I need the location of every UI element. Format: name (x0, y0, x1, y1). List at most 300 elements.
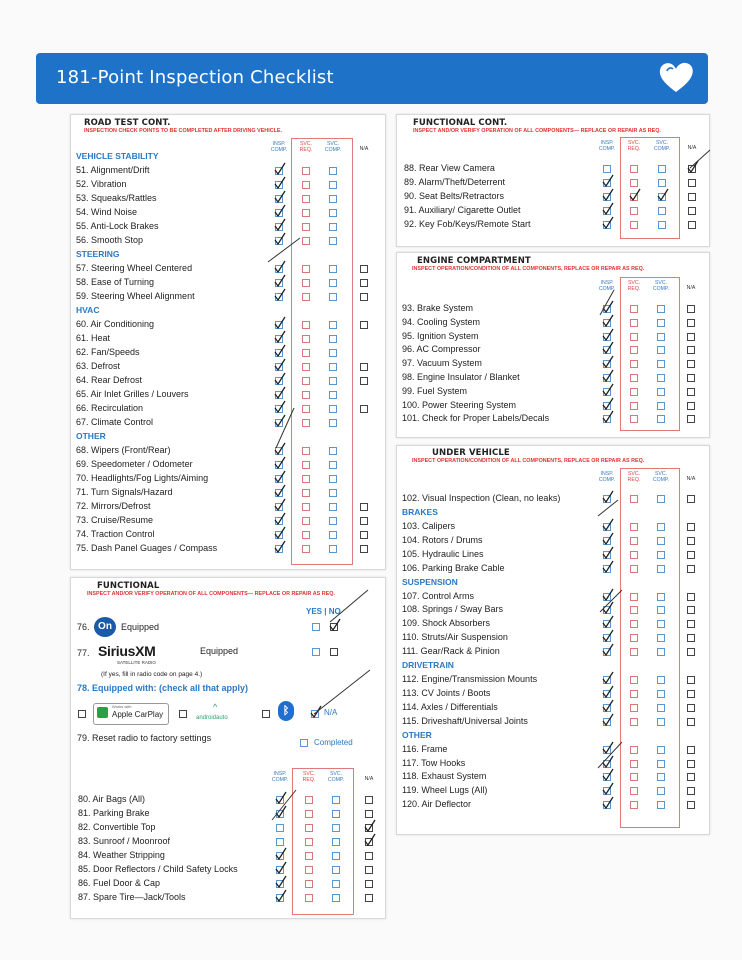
svc-comp-checkbox[interactable] (329, 419, 337, 427)
yes-checkbox[interactable] (312, 648, 320, 656)
svc-comp-checkbox[interactable] (657, 746, 665, 754)
road-test-subtitle: INSPECTION CHECK POINTS TO BE COMPLETED AFTER DRIVING VEHICLE. (84, 128, 282, 134)
check-mark-icon (274, 373, 284, 383)
svc-req-checkbox[interactable] (630, 221, 638, 229)
svc-comp-checkbox[interactable] (332, 838, 340, 846)
col-insp-label: INSP. COMP. (271, 771, 289, 783)
check-mark-icon (602, 398, 612, 408)
na-checkbox[interactable] (365, 866, 373, 874)
svc-req-checkbox[interactable] (630, 773, 638, 781)
svc-req-checkbox[interactable] (630, 402, 638, 410)
svc-req-checkbox[interactable] (302, 223, 310, 231)
item-79-label: 79. Reset radio to factory settings (77, 733, 212, 743)
svc-req-checkbox[interactable] (302, 279, 310, 287)
svc-req-checkbox[interactable] (305, 796, 313, 804)
check-mark-icon (602, 630, 612, 640)
svc-comp-checkbox[interactable] (657, 388, 665, 396)
svc-req-checkbox[interactable] (630, 388, 638, 396)
checklist-item: 52. Vibration (76, 179, 127, 189)
checklist-item: 74. Traction Control (76, 529, 155, 539)
svc-comp-checkbox[interactable] (657, 537, 665, 545)
checklist-item: 85. Door Reflectors / Child Safety Locks (78, 864, 238, 874)
svc-req-checkbox[interactable] (302, 335, 310, 343)
check-mark-icon (274, 401, 284, 411)
svc-req-checkbox[interactable] (302, 461, 310, 469)
na-checkbox[interactable] (687, 718, 695, 726)
svc-comp-checkbox[interactable] (332, 866, 340, 874)
svc-comp-checkbox[interactable] (657, 319, 665, 327)
svc-req-checkbox[interactable] (630, 360, 638, 368)
na-checkbox[interactable] (360, 279, 368, 287)
na-checkbox[interactable] (365, 894, 373, 902)
checklist-item: 82. Convertible Top (78, 822, 156, 832)
svc-comp-checkbox[interactable] (329, 489, 337, 497)
check-mark-icon (274, 205, 284, 215)
checklist-item: 57. Steering Wheel Centered (76, 263, 193, 273)
svc-comp-checkbox[interactable] (657, 704, 665, 712)
svc-comp-checkbox[interactable] (657, 773, 665, 781)
svc-comp-checkbox[interactable] (657, 360, 665, 368)
check-mark-icon (602, 616, 612, 626)
svc-comp-checkbox[interactable] (329, 391, 337, 399)
checklist-item: 84. Weather Stripping (78, 850, 165, 860)
col-svc-comp-label: SVC. COMP. (324, 141, 342, 153)
checklist-item: 59. Steering Wheel Alignment (76, 291, 195, 301)
svc-req-checkbox[interactable] (305, 810, 313, 818)
na-checkbox[interactable] (687, 305, 695, 313)
svc-comp-checkbox[interactable] (658, 207, 666, 215)
svc-column-box (620, 277, 680, 431)
col-svc-req-label: SVC. REQ. (302, 771, 316, 783)
section-heading: OTHER (402, 729, 432, 740)
col-na-label: N/A (687, 145, 697, 151)
na-checkbox[interactable] (687, 388, 695, 396)
no-checkbox[interactable] (330, 648, 338, 656)
checklist-item: 75. Dash Panel Guages / Compass (76, 543, 218, 553)
checklist-item: 69. Speedometer / Odometer (76, 459, 193, 469)
check-mark-icon (274, 219, 284, 229)
checklist-item: 114. Axles / Differentials (402, 701, 498, 712)
check-mark-icon (274, 443, 284, 453)
svc-req-checkbox[interactable] (302, 391, 310, 399)
android-auto-checkbox[interactable] (179, 710, 187, 718)
checklist-item: 68. Wipers (Front/Rear) (76, 445, 171, 455)
svc-req-checkbox[interactable] (302, 321, 310, 329)
checklist-item: 92. Key Fob/Keys/Remote Start (404, 219, 531, 229)
check-mark-icon (275, 862, 285, 872)
checklist-item: 72. Mirrors/Defrost (76, 501, 151, 511)
page-title: 181-Point Inspection Checklist (56, 67, 334, 88)
svc-req-checkbox[interactable] (302, 349, 310, 357)
na-checkbox[interactable] (687, 523, 695, 531)
svc-req-checkbox[interactable] (305, 880, 313, 888)
svc-req-checkbox[interactable] (630, 760, 638, 768)
svc-req-checkbox[interactable] (630, 648, 638, 656)
col-na-label: N/A (359, 146, 369, 152)
insp-checkbox[interactable] (276, 824, 284, 832)
svc-req-checkbox[interactable] (630, 606, 638, 614)
svc-comp-checkbox[interactable] (332, 852, 340, 860)
checklist-item: 81. Parking Brake (78, 808, 150, 818)
svc-comp-checkbox[interactable] (658, 179, 666, 187)
svc-req-checkbox[interactable] (630, 801, 638, 809)
na-checkbox[interactable] (365, 880, 373, 888)
svc-comp-checkbox[interactable] (657, 620, 665, 628)
engine-title: ENGINE COMPARTMENT (417, 256, 531, 266)
svc-comp-checkbox[interactable] (657, 551, 665, 559)
checklist-item: 94. Cooling System (402, 316, 481, 327)
svc-comp-checkbox[interactable] (332, 810, 340, 818)
svc-comp-checkbox[interactable] (332, 880, 340, 888)
checklist-item: 97. Vacuum System (402, 358, 482, 369)
check-mark-icon (274, 317, 284, 327)
na-checkbox[interactable] (688, 193, 696, 201)
checklist-item: 51. Alignment/Drift (76, 165, 150, 175)
na-checkbox[interactable] (687, 346, 695, 354)
under-vehicle-subtitle: INSPECT OPERATION/CONDITION OF ALL COMPONENTS, REPLACE OR REPAIR AS REQ. (412, 458, 645, 464)
svc-comp-checkbox[interactable] (329, 167, 337, 175)
checklist-item: 64. Rear Defrost (76, 375, 143, 385)
check-mark-icon (602, 315, 612, 325)
android-auto-label: androidauto (196, 715, 228, 721)
svc-req-checkbox[interactable] (630, 593, 638, 601)
na-checkbox[interactable] (687, 746, 695, 754)
check-mark-icon (274, 527, 284, 537)
svc-req-checkbox[interactable] (302, 531, 310, 539)
checklist-item: 113. CV Joints / Boots (402, 687, 491, 698)
na-checkbox[interactable] (360, 321, 368, 329)
na-checkbox[interactable] (687, 565, 695, 573)
na-checkbox[interactable] (687, 333, 695, 341)
svc-req-checkbox[interactable] (302, 545, 310, 553)
check-mark-icon (364, 820, 374, 830)
svc-column-box (292, 768, 354, 915)
svc-comp-checkbox[interactable] (329, 517, 337, 525)
na-checkbox[interactable] (365, 810, 373, 818)
functional-cont-subtitle: INSPECT AND/OR VERIFY OPERATION OF ALL COMPONENTS— REPLACE OR REPAIR AS REQ. (413, 128, 661, 134)
svc-req-checkbox[interactable] (630, 165, 638, 173)
svc-req-checkbox[interactable] (630, 495, 638, 503)
svc-column-box (620, 468, 680, 828)
checklist-item: 60. Air Conditioning (76, 319, 155, 329)
svc-req-checkbox[interactable] (630, 690, 638, 698)
svc-req-checkbox[interactable] (302, 419, 310, 427)
col-svc-req-label: SVC. REQ. (627, 280, 641, 292)
svc-comp-checkbox[interactable] (329, 405, 337, 413)
checklist-item: 95. Ignition System (402, 330, 479, 341)
na-checkbox[interactable] (687, 760, 695, 768)
checklist-item: 90. Seat Belts/Retractors (404, 191, 505, 201)
svc-req-checkbox[interactable] (630, 319, 638, 327)
svc-comp-checkbox[interactable] (657, 760, 665, 768)
check-mark-icon (310, 706, 320, 716)
checklist-item: 107. Control Arms (402, 590, 475, 601)
na-checkbox[interactable] (687, 787, 695, 795)
checklist-item: 104. Rotors / Drums (402, 534, 483, 545)
svc-req-checkbox[interactable] (302, 447, 310, 455)
checklist-item: 83. Sunroof / Moonroof (78, 836, 171, 846)
na-checkbox[interactable] (687, 415, 695, 423)
checklist-item: 109. Shock Absorbers (402, 618, 491, 629)
svc-comp-checkbox[interactable] (657, 634, 665, 642)
svc-req-checkbox[interactable] (302, 265, 310, 273)
svc-req-checkbox[interactable] (302, 209, 310, 217)
check-mark-icon (602, 686, 612, 696)
svc-req-checkbox[interactable] (630, 634, 638, 642)
svc-comp-checkbox[interactable] (657, 523, 665, 531)
na-checkbox[interactable] (687, 634, 695, 642)
check-mark-icon (687, 161, 697, 171)
functional-title: FUNCTIONAL (97, 581, 160, 591)
col-insp-label: INSP. COMP. (598, 280, 616, 292)
svc-req-checkbox[interactable] (630, 537, 638, 545)
svc-comp-checkbox[interactable] (329, 363, 337, 371)
svc-comp-checkbox[interactable] (657, 606, 665, 614)
svc-comp-checkbox[interactable] (329, 377, 337, 385)
svc-req-checkbox[interactable] (630, 746, 638, 754)
check-mark-icon (602, 342, 612, 352)
svc-comp-checkbox[interactable] (329, 447, 337, 455)
road-test-title: ROAD TEST CONT. (84, 118, 171, 128)
svc-req-checkbox[interactable] (630, 787, 638, 795)
na-checkbox[interactable] (687, 319, 695, 327)
svc-req-checkbox[interactable] (302, 181, 310, 189)
checklist-item: 66. Recirculation (76, 403, 144, 413)
svc-req-checkbox[interactable] (302, 503, 310, 511)
insp-checkbox[interactable] (276, 838, 284, 846)
col-insp-label: INSP. COMP. (598, 471, 616, 483)
checklist-item: 110. Struts/Air Suspension (402, 632, 508, 643)
na-checkbox[interactable] (687, 801, 695, 809)
svc-req-checkbox[interactable] (630, 374, 638, 382)
check-mark-icon (275, 876, 285, 886)
svc-comp-checkbox[interactable] (329, 265, 337, 273)
svc-comp-checkbox[interactable] (329, 209, 337, 217)
functional-cont-title: FUNCTIONAL CONT. (413, 118, 508, 128)
na-checkbox[interactable] (687, 537, 695, 545)
col-na-label: N/A (364, 776, 374, 782)
na-checkbox[interactable] (687, 773, 695, 781)
svc-req-checkbox[interactable] (302, 405, 310, 413)
na-label: N/A (324, 708, 338, 717)
checklist-item: 115. Driveshaft/Universal Joints (402, 715, 528, 726)
na-checkbox[interactable] (688, 221, 696, 229)
svc-req-checkbox[interactable] (630, 620, 638, 628)
svc-req-checkbox[interactable] (630, 704, 638, 712)
svc-comp-checkbox[interactable] (329, 503, 337, 511)
svc-comp-checkbox[interactable] (657, 593, 665, 601)
svc-req-checkbox[interactable] (302, 475, 310, 483)
svc-comp-checkbox[interactable] (658, 221, 666, 229)
svc-req-checkbox[interactable] (630, 718, 638, 726)
svc-comp-checkbox[interactable] (657, 402, 665, 410)
svc-comp-checkbox[interactable] (657, 333, 665, 341)
bluetooth-checkbox[interactable] (262, 710, 270, 718)
na-checkbox[interactable] (687, 606, 695, 614)
svc-comp-checkbox[interactable] (657, 305, 665, 313)
col-svc-req-label: SVC. REQ. (299, 141, 313, 153)
svc-comp-checkbox[interactable] (329, 195, 337, 203)
svc-comp-checkbox[interactable] (657, 801, 665, 809)
insp-checkbox[interactable] (603, 165, 611, 173)
check-mark-icon (602, 411, 612, 421)
col-svc-comp-label: SVC. COMP. (327, 771, 345, 783)
svc-req-checkbox[interactable] (305, 852, 313, 860)
na-checkbox[interactable] (360, 405, 368, 413)
svc-comp-checkbox[interactable] (657, 495, 665, 503)
na-checkbox[interactable] (687, 690, 695, 698)
svc-comp-checkbox[interactable] (329, 475, 337, 483)
svc-req-checkbox[interactable] (630, 333, 638, 341)
under-vehicle-title: UNDER VEHICLE (432, 448, 510, 458)
svc-req-checkbox[interactable] (630, 551, 638, 559)
svc-comp-checkbox[interactable] (329, 461, 337, 469)
na-checkbox[interactable] (360, 377, 368, 385)
na-checkbox[interactable] (688, 179, 696, 187)
svc-comp-checkbox[interactable] (329, 349, 337, 357)
bluetooth-icon: ᛒ (278, 701, 294, 721)
svc-comp-checkbox[interactable] (329, 293, 337, 301)
na-checkbox[interactable] (360, 363, 368, 371)
check-mark-icon (274, 415, 284, 425)
checklist-item: 112. Engine/Transmission Mounts (402, 674, 538, 684)
svc-req-checkbox[interactable] (302, 363, 310, 371)
svc-comp-checkbox[interactable] (329, 321, 337, 329)
svc-comp-checkbox[interactable] (657, 648, 665, 656)
svc-comp-checkbox[interactable] (657, 676, 665, 684)
na-checkbox[interactable] (687, 402, 695, 410)
checklist-item: 89. Alarm/Theft/Deterrent (404, 177, 506, 187)
checklist-item: 70. Headlights/Fog Lights/Aiming (76, 473, 209, 483)
svc-comp-checkbox[interactable] (657, 787, 665, 795)
check-mark-icon (602, 384, 612, 394)
svc-comp-checkbox[interactable] (332, 824, 340, 832)
svc-comp-checkbox[interactable] (657, 415, 665, 423)
svc-comp-checkbox[interactable] (329, 335, 337, 343)
svc-req-checkbox[interactable] (630, 523, 638, 531)
na-checkbox[interactable] (687, 374, 695, 382)
svc-req-checkbox[interactable] (305, 824, 313, 832)
svc-req-checkbox[interactable] (302, 167, 310, 175)
carplay-checkbox[interactable] (78, 710, 86, 718)
svc-req-checkbox[interactable] (302, 293, 310, 301)
check-mark-icon (629, 189, 639, 199)
svc-req-checkbox[interactable] (305, 838, 313, 846)
svc-req-checkbox[interactable] (630, 346, 638, 354)
yes-checkbox[interactable] (312, 623, 320, 631)
svc-comp-checkbox[interactable] (329, 181, 337, 189)
na-checkbox[interactable] (360, 265, 368, 273)
svc-comp-checkbox[interactable] (332, 796, 340, 804)
svc-comp-checkbox[interactable] (329, 279, 337, 287)
svc-comp-checkbox[interactable] (658, 165, 666, 173)
na-checkbox[interactable] (687, 648, 695, 656)
na-checkbox[interactable] (360, 293, 368, 301)
svc-column-box (291, 138, 353, 565)
svc-req-checkbox[interactable] (302, 517, 310, 525)
completed-checkbox[interactable] (300, 739, 308, 747)
checklist-item: 71. Turn Signals/Hazard (76, 487, 173, 497)
na-checkbox[interactable] (360, 517, 368, 525)
svc-comp-checkbox[interactable] (657, 690, 665, 698)
svc-req-checkbox[interactable] (302, 377, 310, 385)
na-checkbox[interactable] (360, 503, 368, 511)
na-checkbox[interactable] (687, 593, 695, 601)
na-checkbox[interactable] (360, 545, 368, 553)
check-mark-icon (275, 792, 285, 802)
col-svc-req-label: SVC. REQ. (627, 471, 641, 483)
svc-req-checkbox[interactable] (302, 195, 310, 203)
svc-comp-checkbox[interactable] (657, 374, 665, 382)
section-heading: SUSPENSION (402, 576, 458, 587)
na-checkbox[interactable] (687, 551, 695, 559)
svc-req-checkbox[interactable] (305, 866, 313, 874)
svc-req-checkbox[interactable] (302, 237, 310, 245)
check-mark-icon (602, 783, 612, 793)
check-mark-icon (602, 589, 612, 599)
svc-req-checkbox[interactable] (630, 415, 638, 423)
svc-comp-checkbox[interactable] (329, 531, 337, 539)
carplay-icon (97, 707, 108, 718)
svc-comp-checkbox[interactable] (332, 894, 340, 902)
check-mark-icon (274, 485, 284, 495)
functional-subtitle: INSPECT AND/OR VERIFY OPERATION OF ALL COMPONENTS— REPLACE OR REPAIR AS REQ. (87, 591, 335, 597)
svc-req-checkbox[interactable] (630, 565, 638, 573)
svc-req-checkbox[interactable] (302, 489, 310, 497)
checklist-item: 53. Squeaks/Rattles (76, 193, 157, 203)
na-checkbox[interactable] (687, 620, 695, 628)
svc-comp-checkbox[interactable] (657, 565, 665, 573)
checklist-item: 105. Hydraulic Lines (402, 548, 484, 559)
check-mark-icon (275, 890, 285, 900)
check-mark-icon (602, 797, 612, 807)
completed-label: Completed (314, 738, 353, 747)
na-checkbox[interactable] (365, 796, 373, 804)
check-mark-icon (274, 457, 284, 467)
na-checkbox[interactable] (687, 676, 695, 684)
checklist-item: 99. Fuel System (402, 385, 468, 396)
na-checkbox[interactable] (687, 495, 695, 503)
svc-comp-checkbox[interactable] (329, 223, 337, 231)
check-mark-icon (274, 233, 284, 243)
check-mark-icon (602, 700, 612, 710)
col-svc-comp-label: SVC. COMP. (652, 471, 670, 483)
na-checkbox[interactable] (687, 360, 695, 368)
checklist-item: 54. Wind Noise (76, 207, 138, 217)
col-svc-comp-label: SVC. COMP. (652, 280, 670, 292)
svc-comp-checkbox[interactable] (657, 718, 665, 726)
item-77-number: 77. (77, 648, 90, 658)
svc-req-checkbox[interactable] (630, 676, 638, 684)
svc-req-checkbox[interactable] (305, 894, 313, 902)
svc-comp-checkbox[interactable] (329, 545, 337, 553)
checklist-item: 80. Air Bags (All) (78, 794, 146, 804)
na-checkbox[interactable] (688, 207, 696, 215)
na-checkbox[interactable] (687, 704, 695, 712)
svc-comp-checkbox[interactable] (657, 346, 665, 354)
checklist-item: 101. Check for Proper Labels/Decals (402, 413, 550, 424)
check-mark-icon (602, 356, 612, 366)
svc-column-box (620, 137, 680, 239)
svc-comp-checkbox[interactable] (329, 237, 337, 245)
svc-req-checkbox[interactable] (630, 305, 638, 313)
col-svc-req-label: SVC. REQ. (627, 140, 641, 152)
na-checkbox[interactable] (365, 852, 373, 860)
svc-req-checkbox[interactable] (630, 207, 638, 215)
radio-note: (If yes, fill in radio code on page 4.) (101, 671, 203, 678)
svc-req-checkbox[interactable] (630, 179, 638, 187)
na-checkbox[interactable] (360, 531, 368, 539)
